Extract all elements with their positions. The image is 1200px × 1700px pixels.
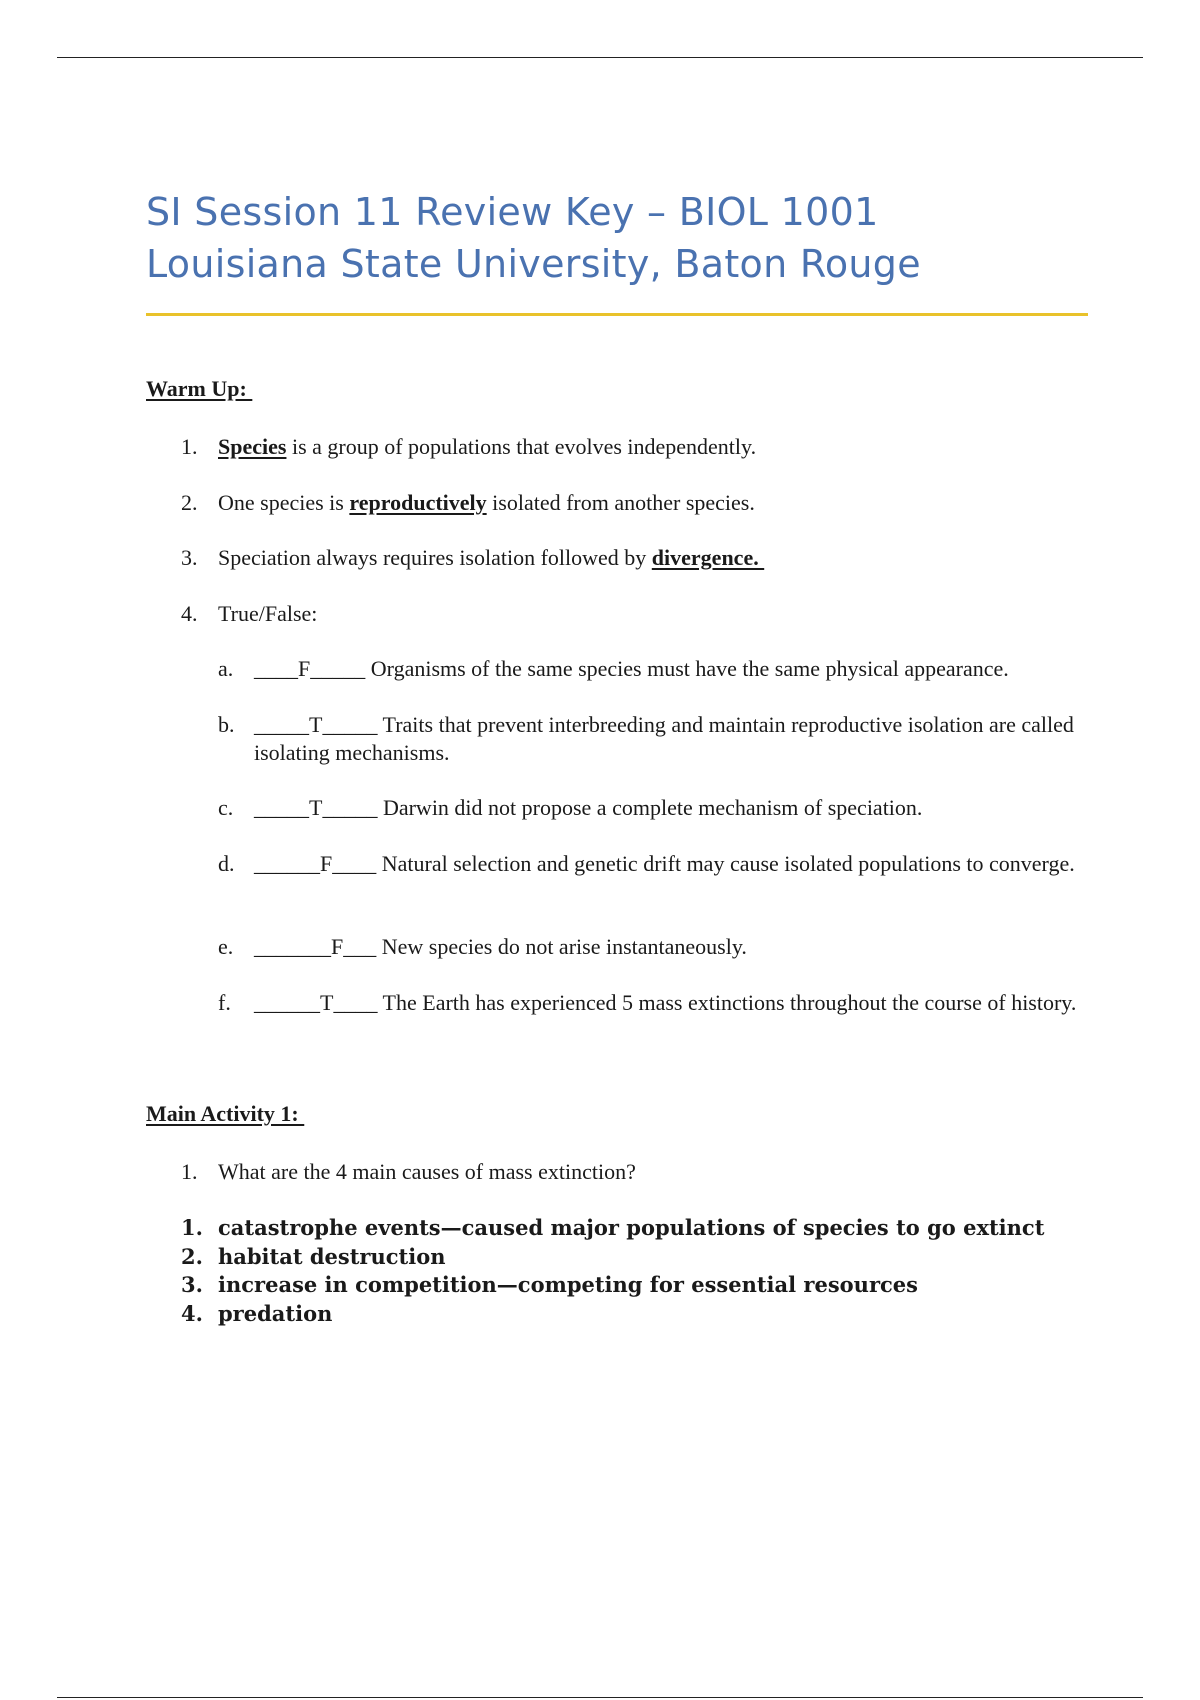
warm-up-item-2-number: 2. [181, 490, 198, 515]
tf-a-letter: a. [218, 656, 234, 681]
title-line-1: SI Session 11 Review Key – BIOL 1001 [146, 190, 879, 234]
main-activity-question-number: 1. [181, 1159, 198, 1184]
tf-a-answer: ____F_____ [254, 656, 366, 681]
tf-d-letter: d. [218, 851, 235, 876]
tf-item-c: _____T_____ Darwin did not propose a complete mechanism of speciation. [254, 795, 923, 820]
tf-c-letter: c. [218, 795, 234, 820]
tf-e-answer: _______F___ [254, 934, 377, 959]
tf-item-a: ____F_____ Organisms of the same species must have the same physical appearance. [254, 656, 1009, 681]
title-line-2: Louisiana State University, Baton Rouge [146, 242, 921, 286]
warm-up-item-3-number: 3. [181, 545, 198, 570]
warm-up-item-1: Species is a group of populations that evolves independently. [218, 434, 757, 459]
title-underline [146, 313, 1088, 316]
tf-item-f: ______T____ The Earth has experienced 5 mass extinctions throughout the course of history. [254, 990, 1077, 1015]
bottom-border-line [57, 1697, 1143, 1698]
warm-up-item-4: True/False: [218, 601, 318, 626]
tf-f-answer: ______T____ [254, 990, 378, 1015]
warm-up-item-1-number: 1. [181, 434, 198, 459]
document-title [146, 186, 1106, 290]
tf-item-b: _____T_____ Traits that prevent interbreeding and maintain reproductive isolation are called isolating mechanisms. [254, 712, 1074, 765]
warm-up-heading: Warm Up: [146, 376, 253, 401]
answer-divergence: divergence. [651, 545, 765, 570]
main-activity-question: What are the 4 main causes of mass extinction? [218, 1159, 636, 1184]
tf-b-answer: _____T_____ [254, 712, 378, 737]
warm-up-item-2: One species is reproductively isolated from another species. [218, 490, 755, 515]
tf-d-answer: ______F____ [254, 851, 377, 876]
tf-f-letter: f. [218, 990, 231, 1015]
main-activity-heading: Main Activity 1: [146, 1101, 305, 1126]
answer-reproductively: reproductively [349, 490, 487, 515]
tf-item-d: ______F____ Natural selection and genetic drift may cause isolated populations to converge. [254, 851, 1075, 876]
warm-up-item-3: Speciation always requires isolation followed by divergence. [218, 545, 765, 570]
tf-c-answer: _____T_____ [254, 795, 378, 820]
answer-species: Species [218, 434, 287, 459]
top-border-line [57, 57, 1143, 58]
tf-e-letter: e. [218, 934, 234, 959]
tf-b-letter: b. [218, 712, 235, 737]
warm-up-item-4-number: 4. [181, 601, 198, 626]
tf-item-e: _______F___ New species do not arise instantaneously. [254, 934, 747, 959]
